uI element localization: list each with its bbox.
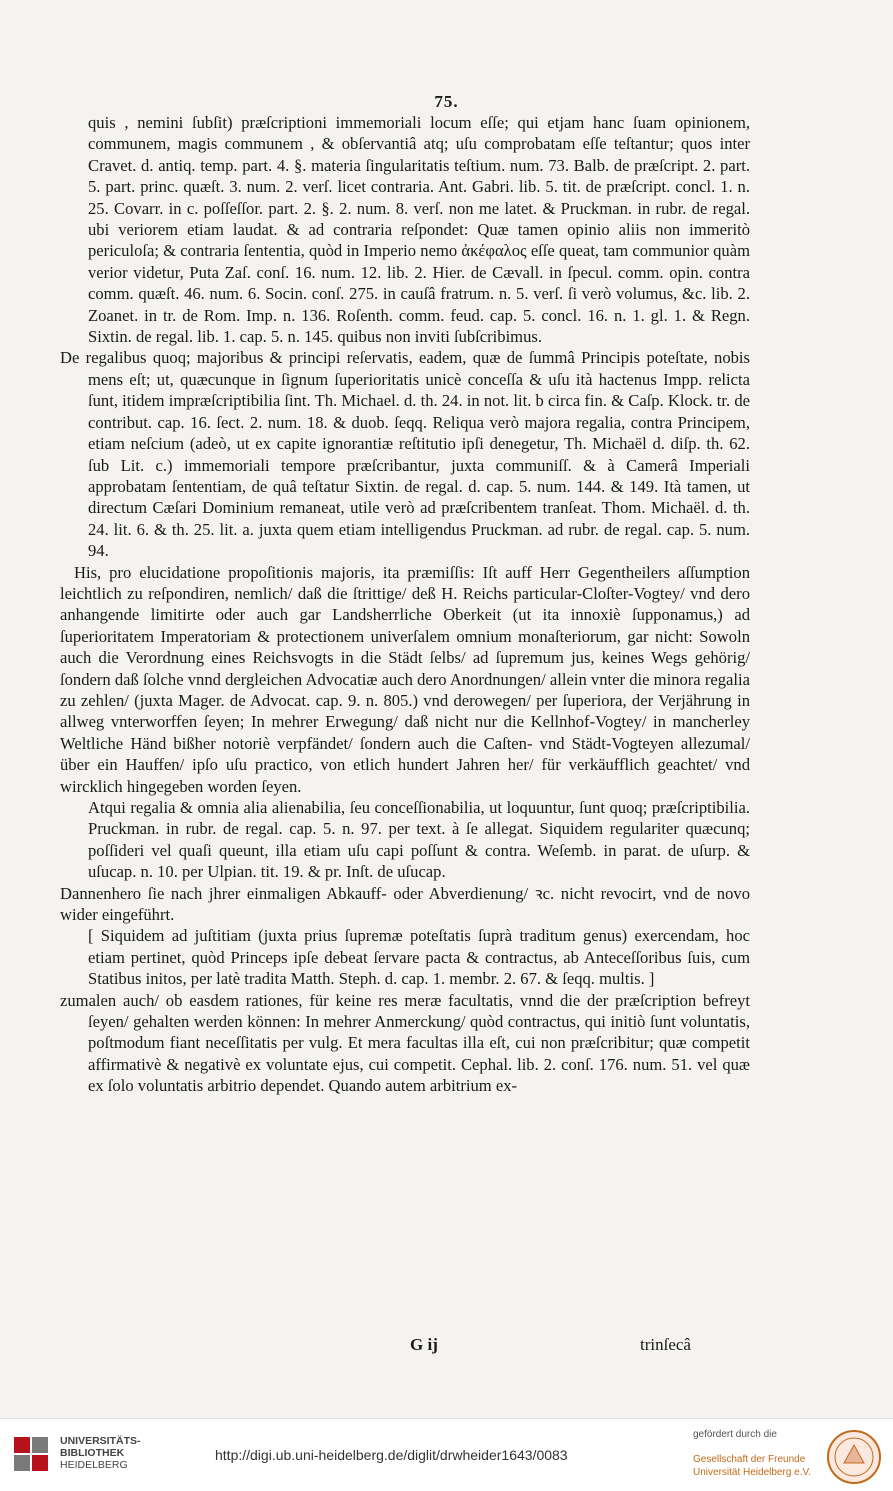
permalink-url[interactable]: http://digi.ub.uni-heidelberg.de/diglit/drwheider1643/0083	[215, 1447, 568, 1463]
signature-line	[0, 1335, 893, 1361]
text-paragraph: De regalibus quoq; majoribus & principi reſervatis, eadem, quæ de ſummâ Principis poteſtate, nobis mens eſt; ut, quæcunque in ſignum ſuperioritatis unicè conceſſa & uſu ità hactenus Impp. relicta ſunt, itidem impræſcriptibilia ſint. Th. Michael. d. th. 24. in not. lit. b circa fin. & Caſp. Klock. tr. de contribut. cap. 16. ſect. 2. num. 18. & duob. ſeqq. Reliqua verò majora regalia, contra Principem, etiam neſcium (adeò, ut ex capite ignorantiæ reſtitutio ipſi denegetur, Th. Michaël d. diſp. th. 62. ſub Lit. c.) immemoriali tempore præſcribantur, juxta communiſſ. & à Camerâ Imperiali approbatam ſententiam, de quâ teſtatur Sixtin. de regal. d. cap. 5. num. 144. & 149. Ità tamen, ut directum Cæſari Dominium remaneat, utile verò ad præſcribentem tranſeat. Thom. Michaël. d. th. 24. lit. 6. & th. 25. lit. a. juxta quem etiam intelligendus Pruckman. ad rubr. de regal. cap. 5. num. 94.	[60, 348, 750, 561]
library-name-line: UNIVERSITÄTS-	[60, 1435, 141, 1447]
body-text	[60, 112, 750, 1097]
university-library-name[interactable]	[60, 1435, 141, 1471]
text-paragraph: Atqui regalia & omnia alia alienabilia, ſeu conceſſionabilia, ut loquuntur, ſunt quoq; præſcriptibilia. Pruckman. in rubr. de regal. cap. 5. n. 97. per text. à ſe allegat. Siquidem regulariter quæcunq; poſſideri vel quaſi queunt, illa etiam uſu capi poſſunt & contra. Weſemb. in parat. de uſurp. & uſucap. n. 10. per Ulpian. tit. 19. & pr. Inſt. de uſucap.	[88, 798, 750, 882]
text-paragraph: [ Siquidem ad juſtitiam (juxta prius ſupremæ poteſtatis ſuprà traditum genus) exercendam, hoc etiam pertinet, quòd Princeps ipſe debeat ſervare pacta & contractus, ab Anteceſſoribus ſuis, cum Statibus initos, per latè tradita Matth. Steph. d. cap. 1. membr. 2. 67. & ſeqq. multis. ]	[88, 926, 750, 989]
sponsor-name[interactable]	[693, 1453, 811, 1479]
sponsor-name-line: Gesellschaft der Freunde	[693, 1454, 806, 1465]
text-paragraph: zumalen auch/ ob easdem rationes, für keine res meræ facultatis, vnnd die der præſcription befreyt ſeyen/ gehalten werden können: In mehrer Anmerckung/ quòd contractus, qui initiò ſunt voluntatis, poſtmodum fiant neceſſitatis per vulg. Et mera facultas illa eſt, cui non præſcribitur; quæ competit affirmativè & negativè ex voluntate ejus, cui competit. Cephal. lib. 2. conſ. 176. num. 51. vel quæ ex ſolo voluntatis arbitrio dependet. Quando autem arbitrium ex-	[60, 990, 750, 1096]
sponsor-name-line: Universität Heidelberg e.V.	[693, 1467, 812, 1478]
university-library-logo-icon[interactable]	[10, 1433, 52, 1475]
page-number: 75.	[434, 92, 459, 111]
library-name-line: HEIDELBERG	[60, 1459, 128, 1471]
text-paragraph: Dannenhero ſie nach jhrer einmaligen Abkauff- oder Abverdienung/ ꝛc. nicht revocirt, vnd de novo wider eingeführt.	[60, 883, 750, 925]
signature-mark: G ij	[410, 1335, 438, 1354]
university-seal-icon	[826, 1429, 882, 1485]
text-paragraph: His, pro elucidatione propoſitionis majoris, ita præmiſſis: Iſt auff Herr Gegentheilers aſſumption leichtlich zu reſpondiren, nemlich/ daß die ſtrittige/ deß H. Reichs particular-Cloſter-Vogtey/ vnd dero anhangende limitirte oder auch gar Landsherrliche Oberkeit (ut ita innoxiè ſupponamus,) ad ſuperioritatem Imperatoriam & protectionem univerſalem omnium monaſteriorum, gar nicht: Sowoln auch die Verordnung eines Reichsvogts in die Städt ſelbs/ ad ſupremum jus, keines Wegs gehörig/ ſondern daß ſolche vnnd dergleichen Advocatiæ auch dero Anordnungen/ allein vnter die minora regalia zu zehlen/ (juxta Mager. de Advocat. cap. 9. n. 805.) vnd derowegen/ per ſuperiora, der Verjährung in allweg vnterworffen ſeyen; In mehrer Erwegung/ daß nicht nur die Kellnhof-Vogtey/ in mancherley Weltliche Händ bißher notoriè verpfändet/ ſondern auch die Caſten- vnd Städt-Vogteyen allezumal/ über ein Hauffen/ ipſo uſu practico, von etlich hundert Jahren her/ für verkäufflich geachtet/ vnd wircklich hingegeben worden ſeyen.	[60, 562, 750, 796]
text-paragraph: quis , nemini ſubſit) præſcriptioni immemoriali locum eſſe; qui etjam hanc ſuam opinionem, communem, magis communem , & obſervantiâ atq; uſu comprobatam eſſe teſtantur; quos inter Cravet. d. antiq. temp. part. 4. §. materia ſingularitatis teſtium. num. 73. Balb. de præſcript. 2. part. 5. part. princ. quæſt. 3. num. 2. verſ. licet contraria. Ant. Gabri. lib. 5. tit. de præſcript. concl. 1. n. 25. Covarr. in c. poſſeſſor. part. 2. §. 2. num. 8. verſ. non me latet. & Pruckman. in rubr. de regal. ubi veriorem etiam laudat. & ad contraria reſpondet: Quæ tamen opinio aliis non immeritò periculoſa; & contraria ſententia, quòd in Imperio nemo ἀκέφαλος eſſe queat, tam communior quàm verior videtur, Puta Zaſ. conſ. 16. num. 12. lib. 2. Hier. de Cævall. in ſpecul. comm. opin. contra comm. quæſt. 46. num. 6. Socin. conſ. 275. in cauſâ fratrum. n. 5. verſ. ſi verò volumus, &c. lib. 2. Zoanet. in tr. de Rom. Imp. n. 136. Roſenth. comm. feud. cap. 5. concl. 16. n. 1. gl. 1. & Regn. Sixtin. de regal. lib. 1. cap. 5. n. 145. quibus non inviti ſubſcribimus.	[88, 113, 750, 347]
library-name-line: BIBLIOTHEK	[60, 1447, 125, 1459]
sponsor-label: gefördert durch die	[693, 1429, 777, 1440]
catchword: trinſecâ	[640, 1335, 691, 1354]
viewer-footer	[0, 1418, 893, 1491]
